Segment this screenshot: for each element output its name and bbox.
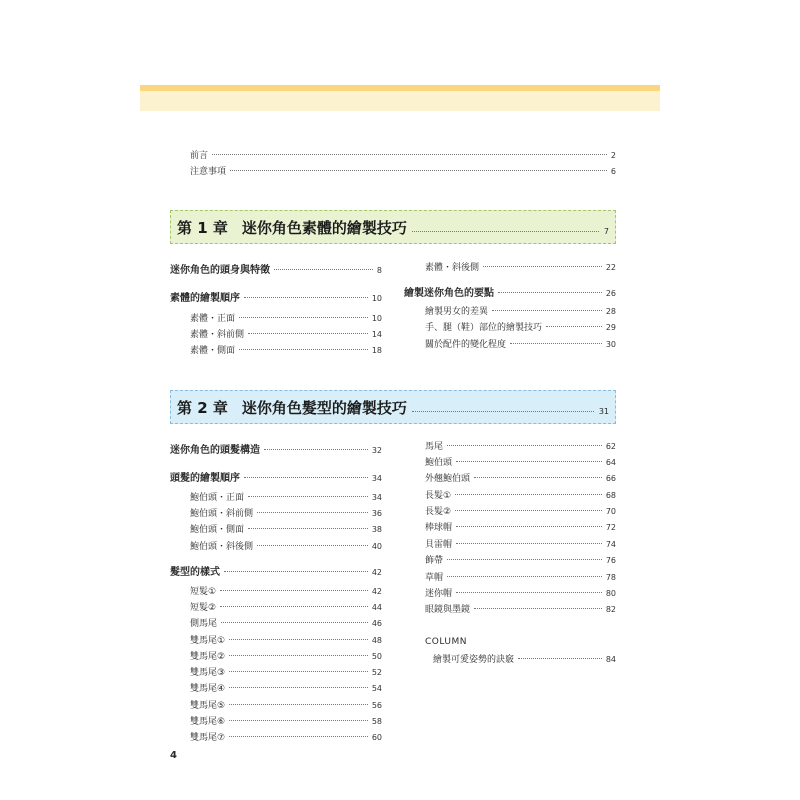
entry-title: 迷你角色的頭髮構造 xyxy=(170,445,260,456)
entry-title: 手、腿（鞋）部位的繪製技巧 xyxy=(425,323,543,333)
entry-title: 外翹鮑伯頭 xyxy=(425,474,471,484)
entry-page: 64 xyxy=(605,458,616,467)
leader-dots xyxy=(229,736,368,737)
entry-title: 前言 xyxy=(190,151,209,161)
leader-dots xyxy=(456,543,602,544)
toc-entry[interactable] xyxy=(190,345,382,357)
entry-page: 10 xyxy=(371,314,382,323)
entry-title: 素體的繪製順序 xyxy=(170,293,240,304)
leader-dots xyxy=(248,528,368,529)
leader-dots xyxy=(274,269,373,270)
leader-dots xyxy=(447,445,602,446)
chapter-title: 迷你角色髮型的繪製技巧 xyxy=(241,398,407,417)
toc-entry[interactable] xyxy=(425,322,616,334)
entry-page: 70 xyxy=(605,507,616,516)
header-band xyxy=(140,85,660,111)
leader-dots xyxy=(244,477,368,478)
entry-page: 18 xyxy=(371,346,382,355)
entry-title: 雙馬尾① xyxy=(190,636,226,646)
entry-title: 雙馬尾⑥ xyxy=(190,717,226,727)
entry-page: 34 xyxy=(371,493,382,502)
leader-dots xyxy=(212,154,607,155)
entry-page: 66 xyxy=(605,474,616,483)
leader-dots xyxy=(229,704,368,705)
toc-entry[interactable] xyxy=(425,473,616,485)
toc-entry[interactable] xyxy=(425,262,616,274)
chapter-title: 迷你角色素體的繪製技巧 xyxy=(241,218,407,237)
entry-title: 短髮② xyxy=(190,603,217,613)
entry-title: 素體・斜後側 xyxy=(425,263,480,273)
leader-dots xyxy=(220,606,368,607)
entry-page: 29 xyxy=(605,323,616,332)
toc-entry[interactable] xyxy=(170,293,382,305)
toc-entry[interactable] xyxy=(190,586,382,598)
entry-page: 68 xyxy=(605,491,616,500)
toc-entry[interactable] xyxy=(425,339,616,351)
leader-dots xyxy=(220,590,368,591)
entry-title: 雙馬尾④ xyxy=(190,684,226,694)
entry-title: 素體・正面 xyxy=(190,314,236,324)
leader-dots xyxy=(518,658,602,659)
entry-page: 78 xyxy=(605,573,616,582)
page-number: 4 xyxy=(170,750,177,761)
entry-title: 頭髮的繪製順序 xyxy=(170,473,240,484)
entry-title: 注意事項 xyxy=(190,167,227,177)
chapter-number: 第 1 章 xyxy=(177,218,228,237)
leader-dots xyxy=(510,343,602,344)
toc-entry[interactable] xyxy=(190,313,382,325)
entry-title: 雙馬尾⑤ xyxy=(190,701,226,711)
leader-dots xyxy=(456,461,602,462)
toc-entry-preface[interactable] xyxy=(190,150,616,162)
entry-page: 44 xyxy=(371,603,382,612)
entry-page: 34 xyxy=(371,474,382,483)
entry-page: 46 xyxy=(371,619,382,628)
entry-page: 42 xyxy=(371,568,382,577)
leader-dots xyxy=(229,720,368,721)
toc-entry[interactable] xyxy=(170,265,382,277)
toc-entry[interactable] xyxy=(190,732,382,744)
leader-dots xyxy=(474,477,602,478)
toc-entry-column[interactable] xyxy=(433,654,616,666)
entry-page: 76 xyxy=(605,556,616,565)
leader-dots xyxy=(248,496,368,497)
toc-entry[interactable] xyxy=(170,473,382,485)
toc-entry[interactable] xyxy=(425,441,616,453)
leader-dots xyxy=(474,608,602,609)
entry-title: 關於配件的變化程度 xyxy=(425,340,507,350)
entry-page: 6 xyxy=(610,167,616,176)
leader-dots xyxy=(244,297,368,298)
leader-dots xyxy=(546,326,602,327)
entry-page: 26 xyxy=(605,289,616,298)
entry-title: 鮑伯頭・側面 xyxy=(190,525,245,535)
toc-entry[interactable] xyxy=(170,445,382,457)
chapter-1-heading[interactable] xyxy=(170,210,616,244)
leader-dots xyxy=(224,571,368,572)
toc-entry[interactable] xyxy=(190,667,382,679)
leader-dots xyxy=(412,231,599,232)
leader-dots xyxy=(257,545,368,546)
toc-entry[interactable] xyxy=(425,539,616,551)
entry-title: 迷你角色的頭身與特徵 xyxy=(170,265,270,276)
leader-dots xyxy=(455,510,602,511)
entry-page: 74 xyxy=(605,540,616,549)
leader-dots xyxy=(229,671,368,672)
toc-entry[interactable] xyxy=(190,683,382,695)
entry-title: 素體・斜前側 xyxy=(190,330,245,340)
entry-page: 58 xyxy=(371,717,382,726)
leader-dots xyxy=(221,622,368,623)
leader-dots xyxy=(412,411,594,412)
entry-title: 鮑伯頭・正面 xyxy=(190,493,245,503)
leader-dots xyxy=(483,266,602,267)
leader-dots xyxy=(229,655,368,656)
entry-page: 10 xyxy=(371,294,382,303)
leader-dots xyxy=(456,592,602,593)
entry-title: 長髮① xyxy=(425,491,452,501)
toc-entry[interactable] xyxy=(425,572,616,584)
toc-entry[interactable] xyxy=(190,700,382,712)
toc-entry[interactable] xyxy=(170,567,382,579)
entry-page: 84 xyxy=(605,655,616,664)
entry-title: 繪製可愛姿勢的訣竅 xyxy=(433,655,515,665)
entry-page: 2 xyxy=(610,151,616,160)
entry-page: 56 xyxy=(371,701,382,710)
toc-entry[interactable] xyxy=(190,329,382,341)
chapter-number: 第 2 章 xyxy=(177,398,228,417)
entry-title: 貝雷帽 xyxy=(425,540,453,550)
entry-title: 草帽 xyxy=(425,573,444,583)
toc-entry[interactable] xyxy=(425,555,616,567)
toc-entry[interactable] xyxy=(190,492,382,504)
toc-entry[interactable] xyxy=(190,635,382,647)
entry-page: 32 xyxy=(371,446,382,455)
entry-page: 30 xyxy=(605,340,616,349)
entry-title: 長髮② xyxy=(425,507,452,517)
entry-page: 54 xyxy=(371,684,382,693)
leader-dots xyxy=(239,349,368,350)
leader-dots xyxy=(230,170,607,171)
entry-page: 40 xyxy=(371,542,382,551)
toc-entry[interactable] xyxy=(190,716,382,728)
leader-dots xyxy=(239,317,368,318)
entry-page: 38 xyxy=(371,525,382,534)
leader-dots xyxy=(257,512,368,513)
entry-page: 62 xyxy=(605,442,616,451)
toc-entry[interactable] xyxy=(190,602,382,614)
entry-page: 22 xyxy=(605,263,616,272)
entry-page: 8 xyxy=(376,266,382,275)
chapter-page: 31 xyxy=(598,406,609,416)
entry-title: 飾帶 xyxy=(425,556,444,566)
leader-dots xyxy=(248,333,368,334)
entry-page: 50 xyxy=(371,652,382,661)
entry-page: 28 xyxy=(605,307,616,316)
toc-entry[interactable] xyxy=(190,618,382,630)
entry-title: 迷你帽 xyxy=(425,589,453,599)
toc-entry[interactable] xyxy=(425,522,616,534)
leader-dots xyxy=(229,687,368,688)
entry-title: 繪製迷你角色的要點 xyxy=(404,288,494,299)
toc-entry[interactable] xyxy=(425,604,616,616)
entry-page: 48 xyxy=(371,636,382,645)
leader-dots xyxy=(447,576,602,577)
entry-title: 馬尾 xyxy=(425,442,444,452)
toc-entry[interactable] xyxy=(425,306,616,318)
entry-page: 42 xyxy=(371,587,382,596)
entry-title: 鮑伯頭・斜後側 xyxy=(190,542,254,552)
toc-entry[interactable] xyxy=(190,524,382,536)
entry-page: 60 xyxy=(371,733,382,742)
toc-entry[interactable] xyxy=(425,457,616,469)
column-heading: COLUMN xyxy=(425,637,468,647)
leader-dots xyxy=(456,526,602,527)
leader-dots xyxy=(447,559,602,560)
entry-title: 雙馬尾③ xyxy=(190,668,226,678)
toc-entry[interactable] xyxy=(190,651,382,663)
toc-entry[interactable] xyxy=(425,490,616,502)
entry-title: 鮑伯頭・斜前側 xyxy=(190,509,254,519)
leader-dots xyxy=(229,639,368,640)
entry-title: 雙馬尾② xyxy=(190,652,226,662)
leader-dots xyxy=(498,292,602,293)
entry-page: 72 xyxy=(605,523,616,532)
leader-dots xyxy=(492,310,602,311)
entry-page: 36 xyxy=(371,509,382,518)
leader-dots xyxy=(264,449,368,450)
entry-page: 80 xyxy=(605,589,616,598)
entry-title: 棒球帽 xyxy=(425,523,453,533)
entry-title: 髮型的樣式 xyxy=(170,567,220,578)
entry-title: 短髮① xyxy=(190,587,217,597)
entry-title: 側馬尾 xyxy=(190,619,218,629)
toc-entry[interactable] xyxy=(404,288,616,300)
entry-title: 鮑伯頭 xyxy=(425,458,453,468)
chapter-page: 7 xyxy=(603,226,609,236)
entry-title: 素體・側面 xyxy=(190,346,236,356)
toc-entry[interactable] xyxy=(425,506,616,518)
toc-entry-notes[interactable] xyxy=(190,166,616,178)
toc-entry[interactable] xyxy=(190,541,382,553)
entry-title: 繪製男女的差異 xyxy=(425,307,489,317)
leader-dots xyxy=(455,494,602,495)
entry-page: 52 xyxy=(371,668,382,677)
entry-page: 82 xyxy=(605,605,616,614)
entry-title: 雙馬尾⑦ xyxy=(190,733,226,743)
toc-entry[interactable] xyxy=(425,588,616,600)
entry-page: 14 xyxy=(371,330,382,339)
toc-entry[interactable] xyxy=(190,508,382,520)
chapter-2-heading[interactable] xyxy=(170,390,616,424)
entry-title: 眼鏡與墨鏡 xyxy=(425,605,471,615)
